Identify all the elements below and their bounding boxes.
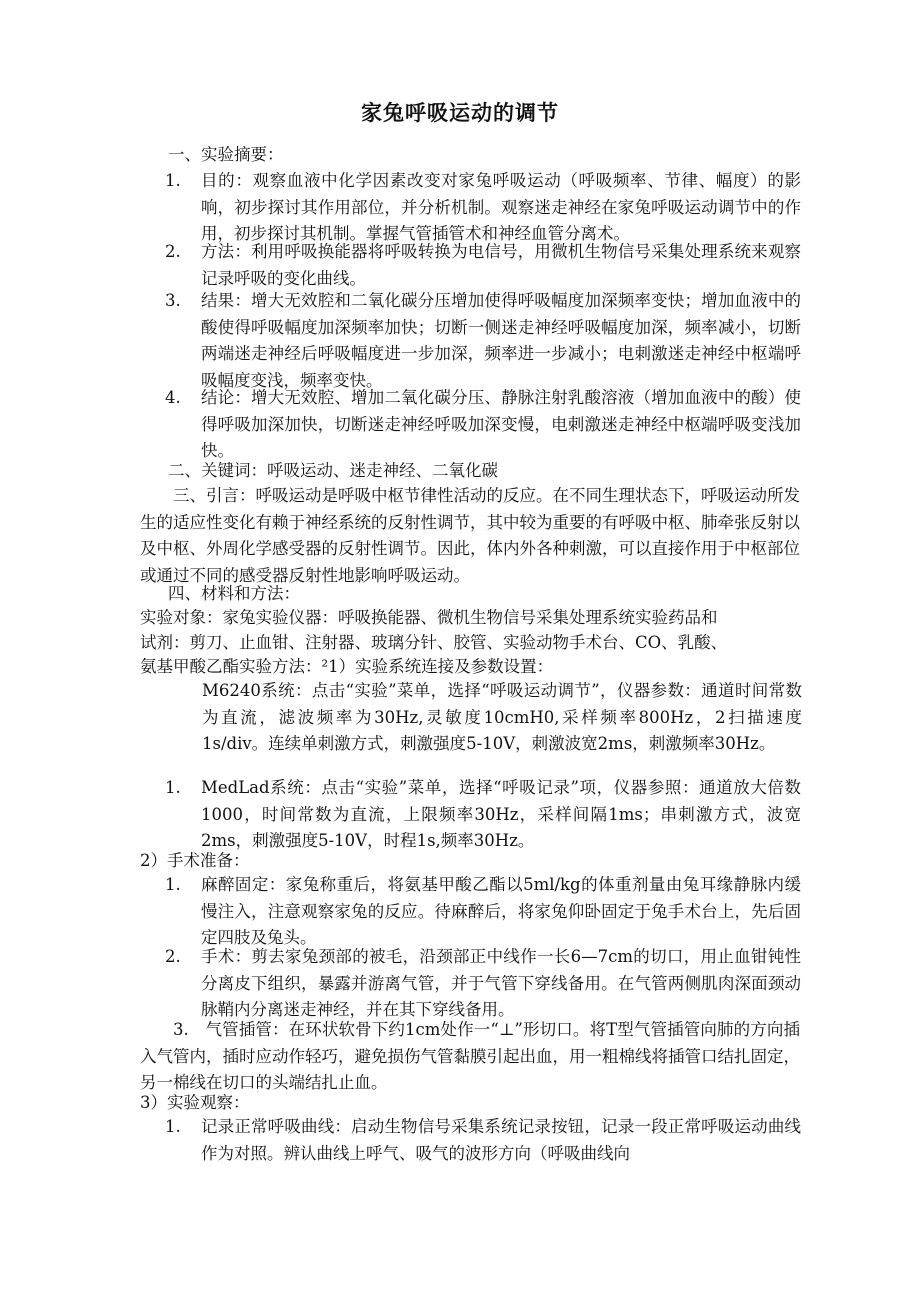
item-text: 方法：利用呼吸换能器将呼吸转换为电信号，用微机生物信号采集处理系统来观察记录呼吸的变化曲线。 (201, 242, 801, 288)
item-number: 1. (165, 1117, 181, 1136)
item-text: 结论：增大无效腔、增加二氧化碳分压、静脉注射乳酸溶液（增加血液中的酸）使得呼吸加深加快，切断迷走神经呼吸加深变慢，电刺激迷走神经中枢端呼吸变浅加快。 (201, 388, 801, 460)
item-number: 2. (165, 242, 181, 261)
introduction-paragraph: 三、引言：呼吸运动是呼吸中枢节律性活动的反应。在不同生理状态下，呼吸运动所发生的适应性变化有赖于神经系统的反射性调节，其中较为重要的有呼吸中枢、肺牵张反射以及中枢、外周化学感受器的反射性调节。因此，体内外各种刺激，可以直接作用于中枢部位或通过不同的感受器反射性地影响呼吸运动。 (140, 486, 800, 585)
item-text: 结果：增大无效腔和二氧化碳分压增加使得呼吸幅度加深频率变快；增加血液中的酸使得呼吸幅度加深频率加快；切断一侧迷走神经呼吸幅度加深，频率减小，切断两端迷走神经后呼吸幅度进一步加深，频率进一步减小；电刺激迷走神经中枢端呼吸幅度变浅，频率变快。 (201, 291, 801, 390)
materials-line-1: 实验对象：家兔实验仪器：呼吸换能器、微机生物信号采集处理系统实验药品和 (140, 608, 718, 627)
item-number: 1. (165, 778, 181, 797)
item-number: 3. (165, 291, 181, 310)
item-text: 手术：剪去家兔颈部的被毛，沿颈部正中线作一长6—7cm的切口，用止血钳钝性分离皮下组织，暴露并游离气管，并于气管下穿线备用。在气管两侧肌肉深面颈动脉鞘内分离迷走神经，并在其下穿线备用。 (201, 947, 801, 1019)
document-title: 家兔呼吸运动的调节 (361, 101, 559, 125)
item-text: 麻醉固定：家兔称重后，将氨基甲酸乙酯以5ml/kg的体重剂量由兔耳缘静脉内缓慢注入，注意观察家兔的反应。待麻醉后，将家兔仰卧固定于兔手术台上，先后固定四肢及兔头。 (201, 875, 801, 947)
materials-line-3: 氨基甲酸乙酯实验方法：²1）实验系统连接及参数设置： (140, 657, 554, 676)
m6240-settings: M6240系统：点击“实验”菜单，选择“呼吸运动调节”，仪器参数：通道时间常数为直流，滤波频率为30Hz,灵敏度10cmH0,采样频率800Hz，2扫描速度1s/div。连续单刺激方式，刺激强度5-10V，刺激波宽2ms，刺激频率30Hz。 (202, 681, 802, 753)
keywords-line: 二、关键词：呼吸运动、迷走神经、二氧化碳 (168, 461, 498, 480)
item-text: 目的：观察血液中化学因素改变对家兔呼吸运动（呼吸频率、节律、幅度）的影响，初步探讨其作用部位，并分析机制。观察迷走神经在家兔呼吸运动调节中的作用，初步探讨其机制。掌握气管插管术和神经血管分离术。 (201, 171, 801, 243)
observation-heading: 3）实验观察： (140, 1093, 250, 1112)
item-text: MedLad系统：点击“实验”菜单，选择“呼吸记录”项，仪器参照：通道放大倍数1000，时间常数为直流，上限频率30Hz，采样间隔1ms；串刺激方式，波宽2ms，刺激强度5-10V，时程1s,频率30Hz。 (201, 778, 801, 850)
item-number: 1. (165, 875, 181, 894)
surgery-heading: 2）手术准备： (140, 851, 250, 870)
section-materials-heading: 四、材料和方法： (168, 584, 300, 603)
item-number: 4. (165, 388, 181, 407)
item-number: 2. (165, 947, 181, 966)
section-abstract-heading: 一、实验摘要： (168, 145, 284, 164)
materials-line-2: 试剂：剪刀、止血钳、注射器、玻璃分针、胶管、实验动物手术台、CO、乳酸、 (140, 633, 728, 652)
item-text: 记录正常呼吸曲线：启动生物信号采集系统记录按钮，记录一段正常呼吸运动曲线作为对照。辨认曲线上呼气、吸气的波形方向（呼吸曲线向 (201, 1117, 801, 1163)
item-number: 1. (165, 171, 181, 190)
trachea-intubation-paragraph: 3. 气管插管：在环状软骨下约1cm处作一“⊥”形切口。将T型气管插管向肺的方向插入气管内，插时应动作轻巧，避免损伤气管黏膜引起出血，用一粗棉线将插管口结扎固定，另一棉线在切口的头端结扎止血。 (140, 1020, 800, 1092)
